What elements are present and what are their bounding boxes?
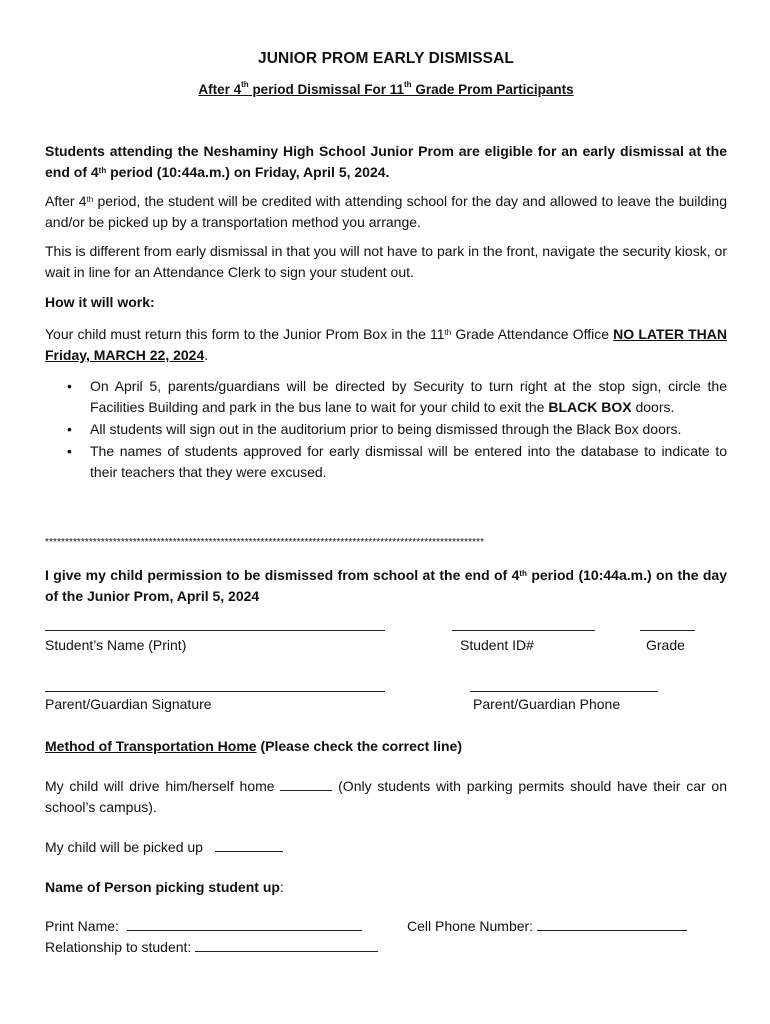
- parent-signature-line[interactable]: [45, 691, 385, 692]
- relationship-line[interactable]: [195, 939, 378, 952]
- superscript: th: [444, 328, 452, 337]
- how-heading: How it will work:: [45, 294, 155, 310]
- list-item: [45, 376, 727, 418]
- bullet-icon: •: [67, 378, 72, 394]
- drive-text: My child will drive him/herself home: [45, 778, 275, 794]
- subtitle-part: period Dismissal For 11: [248, 82, 404, 97]
- transport-heading-note: (Please check the correct line): [256, 738, 462, 754]
- how-text: .: [204, 347, 209, 363]
- bullet-text: doors.: [631, 399, 675, 415]
- bullet-text: On April 5, parents/guardians will be directed by Security to turn right at the stop sign, circle the Facilities Building and park in the bus lane to wait for your child to exit the: [90, 378, 727, 415]
- how-bullet-list: [45, 376, 727, 484]
- intro-text: Students attending the Neshaminy High School Junior Prom are eligible for an early dismissal at the end of 4: [45, 143, 727, 180]
- drive-text: (Only students with parking permits should have their car on school’s campus).: [45, 778, 728, 815]
- separator: **************************************************************************************************************: [45, 537, 485, 548]
- intro-text: period (10:44a.m.) on Friday, April 5, 2024.: [106, 164, 390, 180]
- superscript: th: [404, 80, 412, 89]
- superscript: th: [86, 195, 94, 204]
- parent-phone-label: Parent/Guardian Phone: [473, 696, 621, 712]
- intro-text: After 4: [45, 193, 87, 209]
- cell-phone-label: Cell Phone Number:: [407, 918, 534, 934]
- drive-option: [45, 776, 727, 818]
- student-name-line[interactable]: [45, 630, 385, 631]
- permission-text: I give my child permission to be dismissed from school at the end of 4: [45, 567, 520, 583]
- list-item: [45, 441, 727, 483]
- pickup-option: [45, 837, 283, 858]
- student-id-line[interactable]: [452, 630, 595, 631]
- pickup-person-heading-text: Name of Person picking student up: [45, 879, 280, 895]
- parent-phone-line[interactable]: [470, 691, 658, 692]
- pickup-person-heading: [45, 877, 284, 898]
- intro-eligibility: [45, 141, 727, 183]
- colon: :: [279, 879, 284, 895]
- transport-heading: [45, 736, 462, 757]
- grade-label: Grade: [646, 637, 685, 653]
- permission-text: period (10:44a.m.) on the day of the Junior Prom, April 5, 2024: [45, 567, 727, 604]
- student-name-label: Student’s Name (Print): [45, 637, 187, 653]
- transport-heading-text: Method of Transportation Home: [45, 738, 257, 754]
- black-box-label: BLACK BOX: [548, 399, 632, 415]
- page-title: JUNIOR PROM EARLY DISMISSAL: [258, 50, 514, 67]
- print-name-label: Print Name:: [45, 918, 119, 934]
- subtitle-part: Grade Prom Participants: [411, 82, 574, 97]
- superscript: th: [98, 166, 107, 175]
- relationship-label: Relationship to student:: [45, 939, 192, 955]
- how-text: Grade Attendance Office: [451, 326, 614, 342]
- parent-signature-label: Parent/Guardian Signature: [45, 696, 212, 712]
- intro-text: period, the student will be credited with attending school for the day and allowed to leave the building and/or be picked up by a transportation method you arrange.: [45, 193, 727, 230]
- drive-checkbox-line[interactable]: [280, 778, 332, 791]
- intro-difference: This is different from early dismissal in that you will not have to park in the front, navigate the security kiosk, or wait in line for an Attendance Clerk to sign your student out.: [45, 243, 727, 280]
- bullet-text: All students will sign out in the auditorium prior to being dismissed through the Black Box doors.: [90, 421, 682, 437]
- print-name-line[interactable]: [127, 918, 362, 931]
- subtitle-part: After 4: [198, 82, 242, 97]
- relationship-row: [45, 937, 378, 958]
- how-text: Your child must return this form to the Junior Prom Box in the 11: [45, 326, 445, 342]
- bullet-icon: •: [67, 443, 72, 459]
- pickup-text: My child will be picked up: [45, 839, 203, 855]
- page-subtitle: [45, 82, 727, 97]
- permission-statement: [45, 565, 727, 607]
- superscript: th: [241, 80, 249, 89]
- student-id-label: Student ID#: [460, 637, 534, 653]
- bullet-icon: •: [67, 421, 72, 437]
- cell-phone-row: [407, 916, 687, 937]
- superscript: th: [519, 569, 527, 578]
- how-return-instructions: [45, 324, 727, 366]
- grade-line[interactable]: [640, 630, 695, 631]
- bullet-text: The names of students approved for early dismissal will be entered into the database to indicate to their teachers that they were excused.: [90, 443, 727, 480]
- list-item: [45, 419, 727, 440]
- deadline: NO LATER THAN Friday, MARCH 22, 2024: [45, 326, 727, 363]
- intro-credit: [45, 191, 727, 233]
- cell-phone-line[interactable]: [537, 918, 687, 931]
- pickup-checkbox-line[interactable]: [215, 839, 283, 852]
- print-name-row: [45, 916, 362, 937]
